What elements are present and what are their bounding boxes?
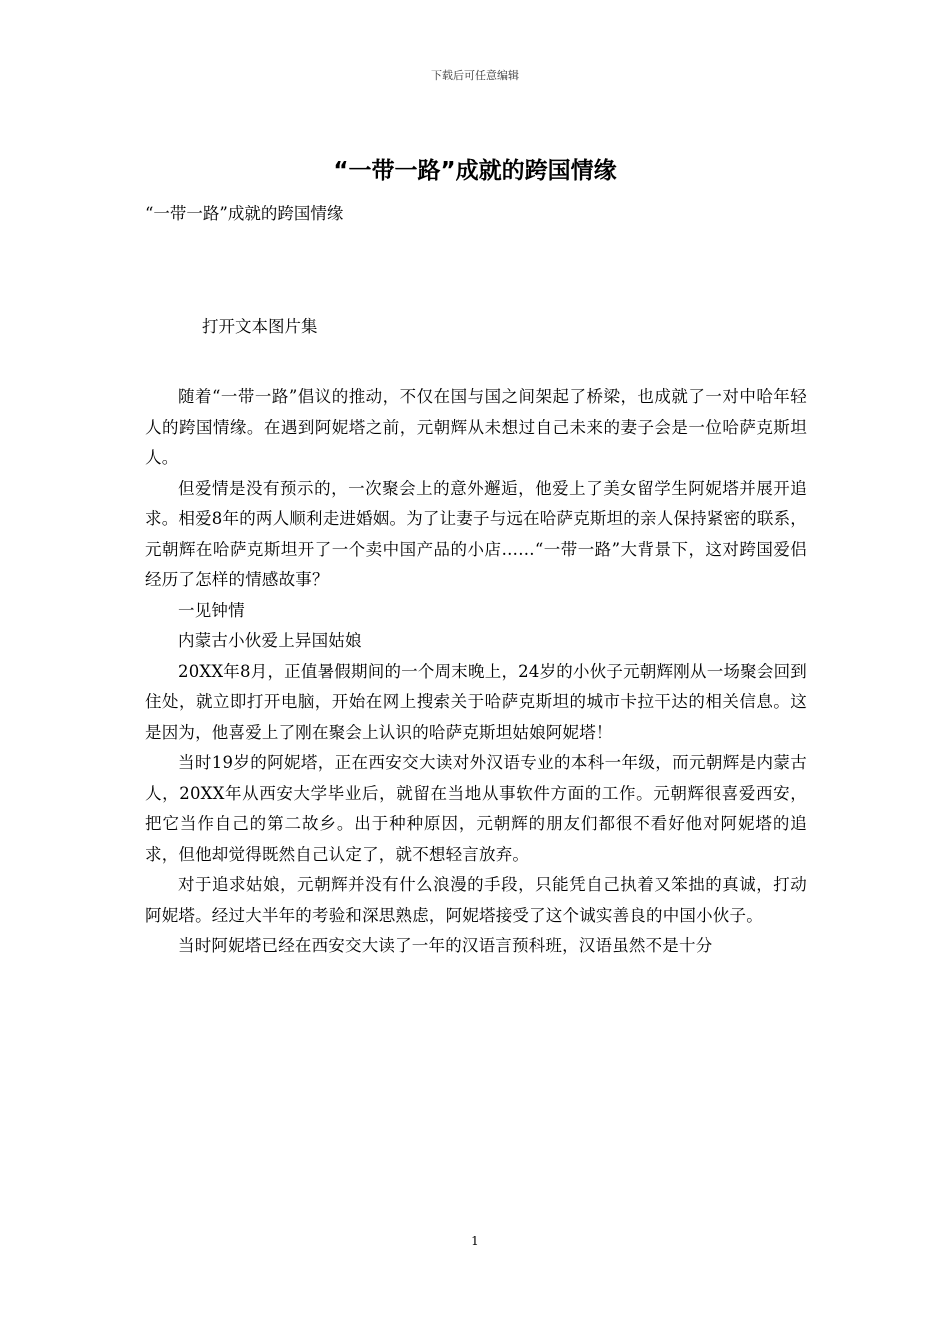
paragraph: 20XX年8月，正值暑假期间的一个周末晚上，24岁的小伙子元朝辉刚从一场聚会回到住处，就立即打开电脑，开始在网上搜索关于哈萨克斯坦的城市卡拉干达的相关信息。这是因为，他喜爱上了刚在聚会上认识的哈萨克斯坦姑娘阿妮塔！	[145, 661, 807, 742]
article-body	[145, 382, 807, 962]
paragraph: 随着“一带一路”倡议的推动，不仅在国与国之间架起了桥梁，也成就了一对中哈年轻人的跨国情缘。在遇到阿妮塔之前，元朝辉从未想过自己未来的妻子会是一位哈萨克斯坦人。	[145, 387, 807, 467]
paragraph: 当时阿妮塔已经在西安交大读了一年的汉语言预科班，汉语虽然不是十分	[178, 936, 713, 955]
header-note: 下载后可任意编辑	[431, 69, 519, 82]
page-number: 1	[471, 1234, 479, 1248]
document-title: “一带一路”成就的跨国情缘	[333, 158, 617, 184]
section-heading: 一见钟情	[178, 600, 245, 620]
paragraph: 但爱情是没有预示的，一次聚会上的意外邂逅，他爱上了美女留学生阿妮塔并展开追求。相爱8年的两人顺利走进婚姻。为了让妻子与远在哈萨克斯坦的亲人保持紧密的联系，元朝辉在哈萨克斯坦开了一个卖中国产品的小店……“一带一路”大背景下，这对跨国爱侣经历了怎样的情感故事？	[145, 478, 807, 589]
paragraph: 对于追求姑娘，元朝辉并没有什么浪漫的手段，只能凭自己执着又笨拙的真诚，打动阿妮塔。经过大半年的考验和深思熟虑，阿妮塔接受了这个诚实善良的中国小伙子。	[145, 875, 807, 925]
open-image-gallery-link[interactable]: 打开文本图片集	[202, 317, 318, 336]
document-subtitle: “一带一路”成就的跨国情缘	[145, 204, 344, 223]
paragraph: 当时19岁的阿妮塔，正在西安交大读对外汉语专业的本科一年级，而元朝辉是内蒙古人，20XX年从西安大学毕业后，就留在当地从事软件方面的工作。元朝辉很喜爱西安，把它当作自己的第二故乡。出于种种原因，元朝辉的朋友们都很不看好他对阿妮塔的追求，但他却觉得既然自己认定了，就不想轻言放弃。	[145, 753, 807, 864]
section-subheading: 内蒙古小伙爱上异国姑娘	[178, 631, 362, 650]
